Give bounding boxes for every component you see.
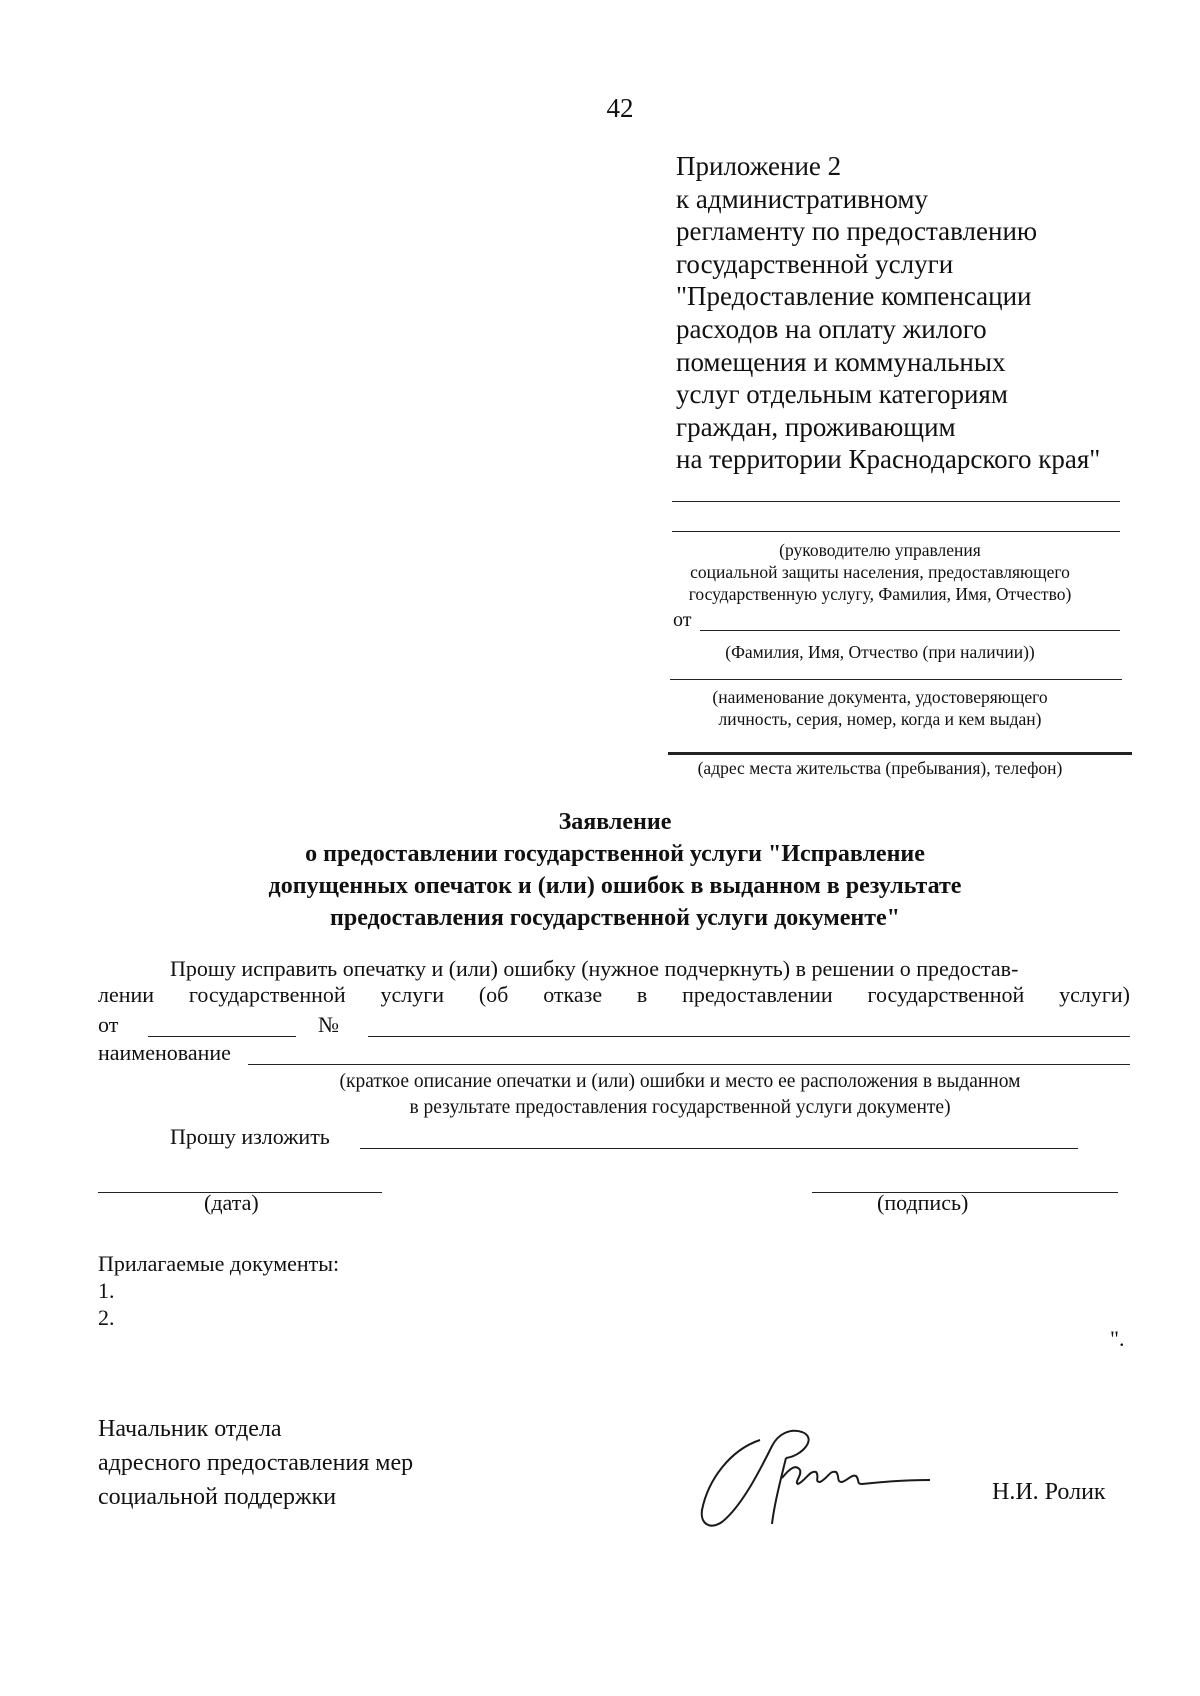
appendix-line: Приложение 2 <box>676 151 842 181</box>
request-label: Прошу изложить <box>170 1124 330 1149</box>
decision-date-label: от <box>98 1012 119 1037</box>
appendix-line: граждан, проживающим <box>676 411 956 442</box>
applicant-name-fill-line[interactable] <box>700 630 1120 631</box>
appendix-line: помещения и коммунальных <box>676 346 1006 377</box>
appendix-block <box>676 150 1100 476</box>
signatory-name: Н.И. Ролик <box>992 1479 1106 1505</box>
date-caption: (дата) <box>204 1190 259 1215</box>
handwritten-signature-icon <box>690 1418 950 1538</box>
appendix-line: "Предоставление компенсации <box>676 281 1032 312</box>
page-number: 42 <box>606 93 634 123</box>
recipient-fill-line-1[interactable] <box>672 501 1120 502</box>
appendix-line: государственной услуги <box>676 248 954 279</box>
address-fill-line[interactable] <box>668 752 1132 755</box>
request-fill-line[interactable] <box>360 1148 1078 1149</box>
request-paragraph-line-2: лении государственной услуги (об отказе в предоставлении государственной услуги) <box>98 982 1130 1007</box>
signatory-position: Начальник отдела адресного предоставления мер социальной поддержки <box>98 1416 414 1510</box>
recipient-fill-line-2[interactable] <box>672 531 1120 532</box>
decision-date-fill-line[interactable] <box>148 1036 296 1037</box>
appendix-line: расходов на оплату жилого <box>676 313 987 344</box>
recipient-caption: (руководителю управления социальной защиты населения, предоставляющего государственную услугу, Фамилия, Имя, Отчество) <box>688 540 1072 604</box>
appendix-line: регламенту по предоставлению <box>676 216 1038 247</box>
list-item: 2. <box>98 1305 115 1330</box>
address-caption: (адрес места жительства (пребывания), телефон) <box>697 758 1063 778</box>
list-item: 1. <box>98 1278 115 1303</box>
applicant-name-caption: (Фамилия, Имя, Отчество (при наличии)) <box>725 642 1035 662</box>
identity-document-fill-line[interactable] <box>670 679 1122 680</box>
request-paragraph-line-1: Прошу исправить опечатку и (или) ошибку (нужное подчеркнуть) в решении о предостав- <box>170 956 1019 981</box>
from-label: от <box>673 609 692 631</box>
signature-caption: (подпись) <box>877 1190 969 1215</box>
identity-document-caption: (наименование документа, удостоверяющего личность, серия, номер, когда и кем выдан) <box>712 687 1048 729</box>
appendix-line: к административному <box>676 183 928 214</box>
name-label: наименование <box>98 1040 231 1065</box>
attachments-list <box>98 1250 339 1331</box>
statement-title: Заявление о предоставлении государственной услуги "Исправление допущенных опечаток и (или) ошибок в выданном в результате предоставления государственной услуги документе" <box>268 809 962 931</box>
appendix-line: на территории Краснодарского края" <box>676 444 1101 475</box>
attachments-heading: Прилагаемые документы: <box>98 1251 340 1276</box>
error-description-caption: (краткое описание опечатки и (или) ошибки и место ее расположения в выданном в результате предоставления государственной услуги документе) <box>339 1071 1021 1118</box>
appendix-line: услуг отдельным категориям <box>676 379 1008 410</box>
decision-number-label: № <box>318 1012 339 1037</box>
closing-quote: ". <box>1110 1326 1125 1351</box>
decision-number-fill-line[interactable] <box>368 1036 1130 1037</box>
name-fill-line[interactable] <box>248 1064 1130 1065</box>
